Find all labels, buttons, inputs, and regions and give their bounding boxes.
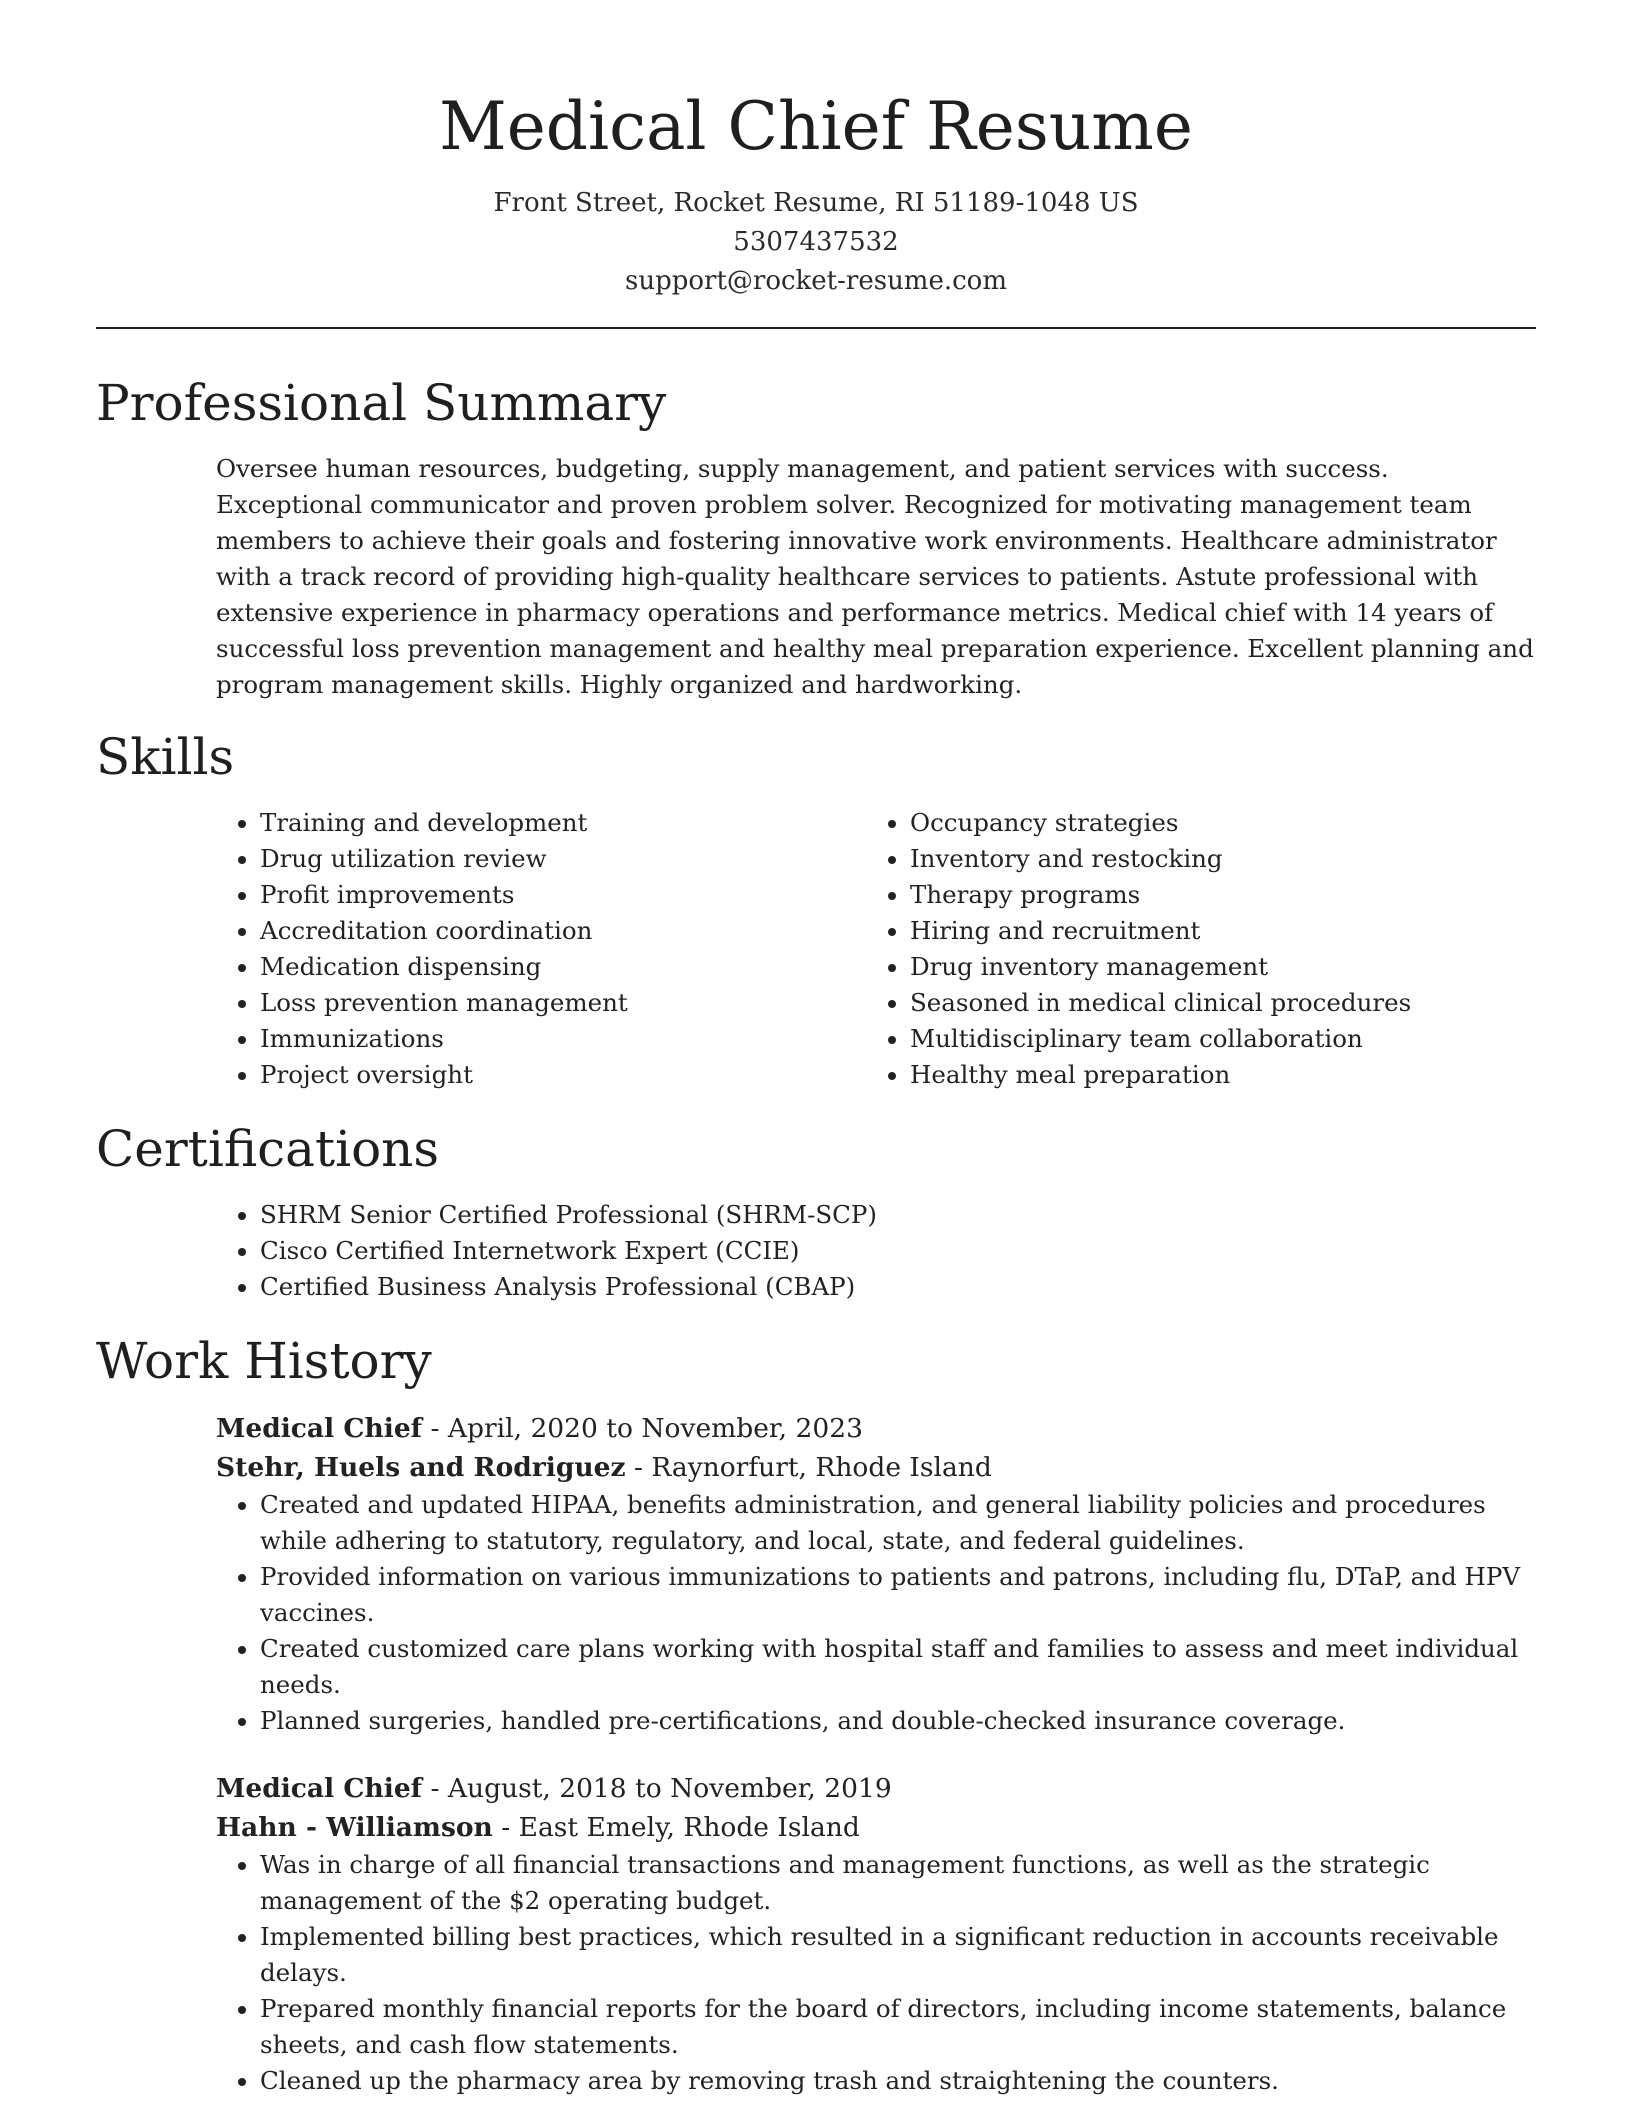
- certification-item: • Cisco Certified Internetwork Expert (CCIE): [260, 1233, 1536, 1269]
- job-company-line: [216, 1448, 1536, 1487]
- job-title-line: [216, 1769, 1536, 1808]
- job-duties: [216, 1847, 1536, 2099]
- skill-item: • Healthy meal preparation: [910, 1057, 1516, 1093]
- skill-item: • Medication dispensing: [260, 949, 866, 985]
- certification-item: • SHRM Senior Certified Professional (SHRM-SCP): [260, 1197, 1536, 1233]
- skills-list: [216, 805, 1536, 1093]
- job-duty-item: • Prepared monthly financial reports for the board of directors, including income statements, balance sheets, and cash flow statements.: [260, 1991, 1536, 2063]
- work-history-heading: Work History: [96, 1332, 432, 1390]
- job-location: - East Emely, Rhode Island: [492, 1812, 860, 1843]
- certifications-list: [216, 1197, 1536, 1305]
- contact-address: Front Street, Rocket Resume, RI 51189-1048 US: [493, 188, 1139, 218]
- job-title: Medical Chief: [216, 1413, 423, 1444]
- job-duty-item: • Implemented billing best practices, which resulted in a significant reduction in accounts receivable delays.: [260, 1919, 1536, 1991]
- job-location: - Raynorfurt, Rhode Island: [625, 1452, 992, 1483]
- contact-phone: 5307437532: [733, 227, 899, 257]
- skill-item: • Drug inventory management: [910, 949, 1516, 985]
- skills-column-right: [866, 805, 1516, 1093]
- certifications-heading: Certifications: [96, 1120, 440, 1178]
- skill-item: • Multidisciplinary team collaboration: [910, 1021, 1516, 1057]
- skills-column-left: [216, 805, 866, 1093]
- job-entry: [216, 1409, 1536, 1739]
- job-duties: [216, 1487, 1536, 1739]
- summary-text: Oversee human resources, budgeting, supply management, and patient services with success. Exceptional communicator and proven problem solver. Recognized for motivating management team members to achieve their goals and fostering innovative work environments. Healthcare administrator with a track record of providing high-quality healthcare services to patients. Astute professional with extensive experience in pharmacy operations and performance metrics. Medical chief with 14 years of successful loss prevention management and healthy meal preparation experience. Excellent planning and program management skills. Highly organized and hardworking.: [216, 454, 1534, 699]
- job-company: Hahn - Williamson: [216, 1812, 493, 1843]
- certification-item: • Certified Business Analysis Professional (CBAP): [260, 1269, 1536, 1305]
- job-entry: [216, 1769, 1536, 2099]
- job-duty-item: • Planned surgeries, handled pre-certifications, and double-checked insurance coverage.: [260, 1703, 1536, 1739]
- skill-item: • Accreditation coordination: [260, 913, 866, 949]
- summary-heading: Professional Summary: [96, 374, 667, 432]
- contact-email: support@rocket-resume.com: [624, 266, 1007, 296]
- skill-item: • Loss prevention management: [260, 985, 866, 1021]
- resume-name: Medical Chief Resume: [439, 88, 1193, 165]
- skill-item: • Drug utilization review: [260, 841, 866, 877]
- skill-item: • Project oversight: [260, 1057, 866, 1093]
- skill-item: • Training and development: [260, 805, 866, 841]
- skill-item: • Profit improvements: [260, 877, 866, 913]
- job-duty-item: • Cleaned up the pharmacy area by removing trash and straightening the counters.: [260, 2063, 1536, 2099]
- skill-item: • Immunizations: [260, 1021, 866, 1057]
- job-title: Medical Chief: [216, 1773, 423, 1804]
- header-divider: [96, 327, 1536, 329]
- job-duty-item: • Created and updated HIPAA, benefits administration, and general liability policies and procedures while adhering to statutory, regulatory, and local, state, and federal guidelines.: [260, 1487, 1536, 1559]
- resume-header: [96, 0, 1536, 301]
- job-company: Stehr, Huels and Rodriguez: [216, 1452, 626, 1483]
- skill-item: • Hiring and recruitment: [910, 913, 1516, 949]
- job-duty-item: • Created customized care plans working with hospital staff and families to assess and meet individual needs.: [260, 1631, 1536, 1703]
- skills-heading: Skills: [96, 728, 235, 786]
- job-duty-item: • Provided information on various immunizations to patients and patrons, including flu, DTaP, and HPV vaccines.: [260, 1559, 1536, 1631]
- skill-item: • Therapy programs: [910, 877, 1516, 913]
- skill-item: • Occupancy strategies: [910, 805, 1516, 841]
- skill-item: • Inventory and restocking: [910, 841, 1516, 877]
- job-dates: - August, 2018 to November, 2019: [422, 1773, 892, 1804]
- job-title-line: [216, 1409, 1536, 1448]
- job-dates: - April, 2020 to November, 2023: [422, 1413, 863, 1444]
- contact-info: [96, 184, 1536, 301]
- skill-item: • Seasoned in medical clinical procedures: [910, 985, 1516, 1021]
- job-duty-item: • Was in charge of all financial transactions and management functions, as well as the strategic management of the $2 operating budget.: [260, 1847, 1536, 1919]
- resume-page: [96, 0, 1536, 2099]
- job-company-line: [216, 1808, 1536, 1847]
